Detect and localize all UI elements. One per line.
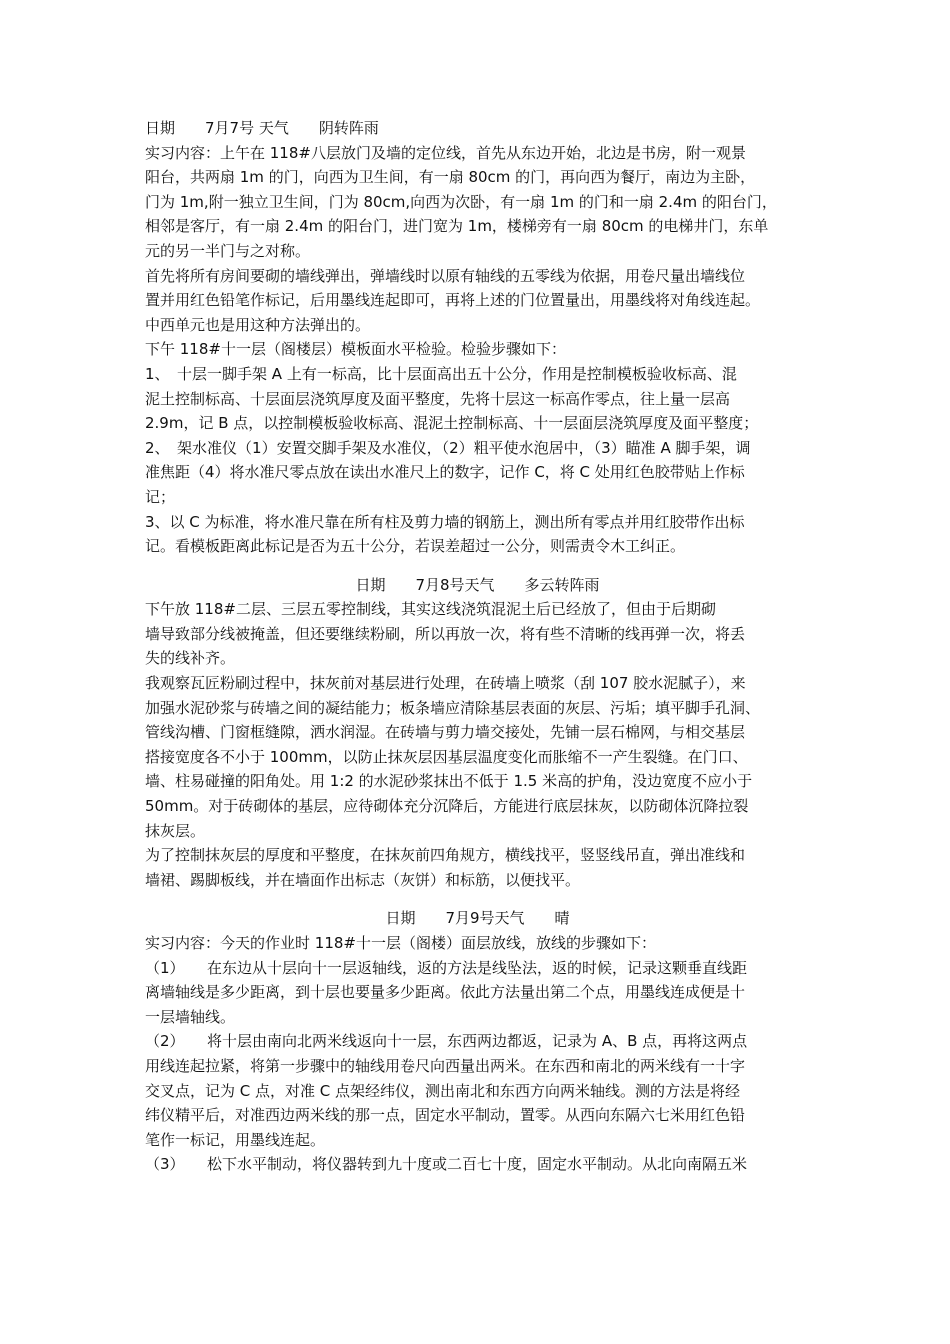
- paragraph-line: 下午放 118#二层、三层五零控制线，其实这线浇筑混泥土后已经放了，但由于后期砌: [145, 600, 716, 619]
- paragraph-line: 笔作一标记，用墨线连起。: [145, 1130, 326, 1149]
- paragraph-line: 加强水泥砂浆与砖墙之间的凝结能力；板条墙应清除基层表面的灰层、污垢；填平脚手孔洞、: [145, 698, 761, 717]
- paragraph-line: 我观察瓦匠粉刷过程中，抹灰前对基层进行处理，在砖墙上喷浆（刮 107 胶水泥腻子），来: [145, 674, 746, 693]
- diary-entry-0709: [145, 906, 810, 1177]
- paragraph-line: （3） 松下水平制动，将仪器转到九十度或二百七十度，固定水平制动。从北向南隔五米: [145, 1155, 748, 1174]
- paragraph-line: 相邻是客厅，有一扇 2.4m 的阳台门，进门宽为 1m，楼梯旁有一扇 80cm 的电梯井门，东单: [145, 217, 769, 236]
- paragraph-line: 墙、柱易碰撞的阳角处。用 1:2 的水泥砂浆抹出不低于 1.5 米高的护角，没边宽度不应小于: [145, 772, 753, 791]
- paragraph-line: 交叉点，记为 C 点，对准 C 点架经纬仪，测出南北和东西方向两米轴线。测的方法是将经: [145, 1081, 741, 1100]
- paragraph-line: 实习内容：上午在 118#八层放门及墙的定位线，首先从东边开始，北边是书房，附一观景: [145, 143, 746, 162]
- paragraph-line: （1） 在东边从十层向十一层返轴线，返的方法是线坠法，返的时候，记录这颗垂直线距: [145, 958, 748, 977]
- paragraph-line: 抹灰层。: [145, 821, 206, 840]
- paragraph-line: 1、 十层一脚手架 A 上有一标高，比十层面高出五十公分，作用是控制模板验收标高、混: [145, 364, 737, 383]
- paragraph-line: 搭接宽度各不小于 100mm，以防止抹灰层因基层温度变化而胀缩不一产生裂缝。在门口、: [145, 747, 748, 766]
- paragraph-line: 用线连起拉紧，将第一步骤中的轴线用卷尺向西量出两米。在东西和南北的两米线有一十字: [145, 1056, 746, 1075]
- paragraph-line: 阳台，共两扇 1m 的门，向西为卫生间，有一扇 80cm 的门，再向西为餐厅，南边为主卧，: [145, 168, 756, 187]
- paragraph-line: 管线沟槽、门窗框缝隙，洒水润湿。在砖墙与剪力墙交接处，先铺一层石棉网，与相交基层: [145, 723, 746, 742]
- paragraph-line: 纬仪精平后，对准西边两米线的那一点，固定水平制动，置零。从西向东隔六七米用红色铅: [145, 1106, 746, 1125]
- paragraph-line: 墙导致部分线被掩盖，但还要继续粉刷，所以再放一次，将有些不清晰的线再弹一次，将丢: [145, 624, 746, 643]
- paragraph-line: 门为 1m,附一独立卫生间，门为 80cm,向西为次卧，有一扇 1m 的门和一扇 2.4m 的阳台门，: [145, 192, 777, 211]
- entry-header: 日期 7月8号天气 多云转阵雨: [355, 575, 600, 594]
- paragraph-line: 置并用红色铅笔作标记，后用墨线连起即可，再将上述的门位置量出，用墨线将对角线连起。: [145, 291, 761, 310]
- paragraph-line: 为了控制抹灰层的厚度和平整度，在抹灰前四角规方，横线找平，竖竖线吊直，弹出准线和: [145, 846, 746, 865]
- paragraph-line: 准焦距（4）将水准尺零点放在读出水准尺上的数字，记作 C，将 C 处用红色胶带贴上作标: [145, 463, 745, 482]
- section-gap: [145, 559, 810, 573]
- diary-entry-0708: [145, 573, 810, 893]
- paragraph-line: 3、以 C 为标准，将水准尺靠在所有柱及剪力墙的钢筋上，测出所有零点并用红胶带作出标: [145, 512, 745, 531]
- paragraph-line: 首先将所有房间要砌的墙线弹出，弹墙线时以原有轴线的五零线为依据，用卷尺量出墙线位: [145, 266, 746, 285]
- paragraph-line: 2、 架水准仪（1）安置交脚手架及水准仪，（2）粗平使水泡居中，（3）瞄准 A 脚手架，调: [145, 438, 751, 457]
- entry-header: 日期 7月9号天气 晴: [385, 909, 570, 928]
- paragraph-line: 实习内容：今天的作业时 118#十一层（阁楼）面层放线，放线的步骤如下：: [145, 934, 656, 952]
- paragraph-line: 失的线补齐。: [145, 649, 236, 668]
- paragraph-line: 泥土控制标高、十层面层浇筑厚度及面平整度，先将十层这一标高作零点，往上量一层高: [145, 389, 731, 408]
- entry-header: 日期 7月7号 天气 阴转阵雨: [145, 119, 379, 137]
- paragraph-line: 下午 118#十一层（阁楼层）模板面水平检验。检验步骤如下：: [145, 340, 566, 359]
- paragraph-line: 记。看模板距离此标记是否为五十公分，若误差超过一公分，则需责令木工纠正。: [145, 537, 686, 556]
- paragraph-line: 一层墙轴线。: [145, 1007, 236, 1026]
- paragraph-line: 记；: [145, 487, 176, 506]
- diary-entry-0707: [145, 116, 810, 559]
- document-page: [145, 116, 810, 1177]
- paragraph-line: 元的另一半门与之对称。: [145, 241, 311, 260]
- paragraph-line: 2.9m，记 B 点，以控制模板验收标高、混泥土控制标高、十一层面层浇筑厚度及面平整度；: [145, 414, 759, 433]
- paragraph-line: 中西单元也是用这种方法弹出的。: [145, 315, 371, 334]
- paragraph-line: 离墙轴线是多少距离，到十层也要量多少距离。依此方法量出第二个点，用墨线连成便是十: [145, 983, 746, 1002]
- paragraph-line: 墙裙、踢脚板线，并在墙面作出标志（灰饼）和标筋，以便找平。: [145, 870, 581, 889]
- paragraph-line: 50mm。对于砖砌体的基层，应待砌体充分沉降后，方能进行底层抹灰，以防砌体沉降拉裂: [145, 797, 749, 816]
- paragraph-line: （2） 将十层由南向北两米线返向十一层，东西两边都返，记录为 A、B 点，再将这两点: [145, 1032, 748, 1051]
- section-gap: [145, 892, 810, 906]
